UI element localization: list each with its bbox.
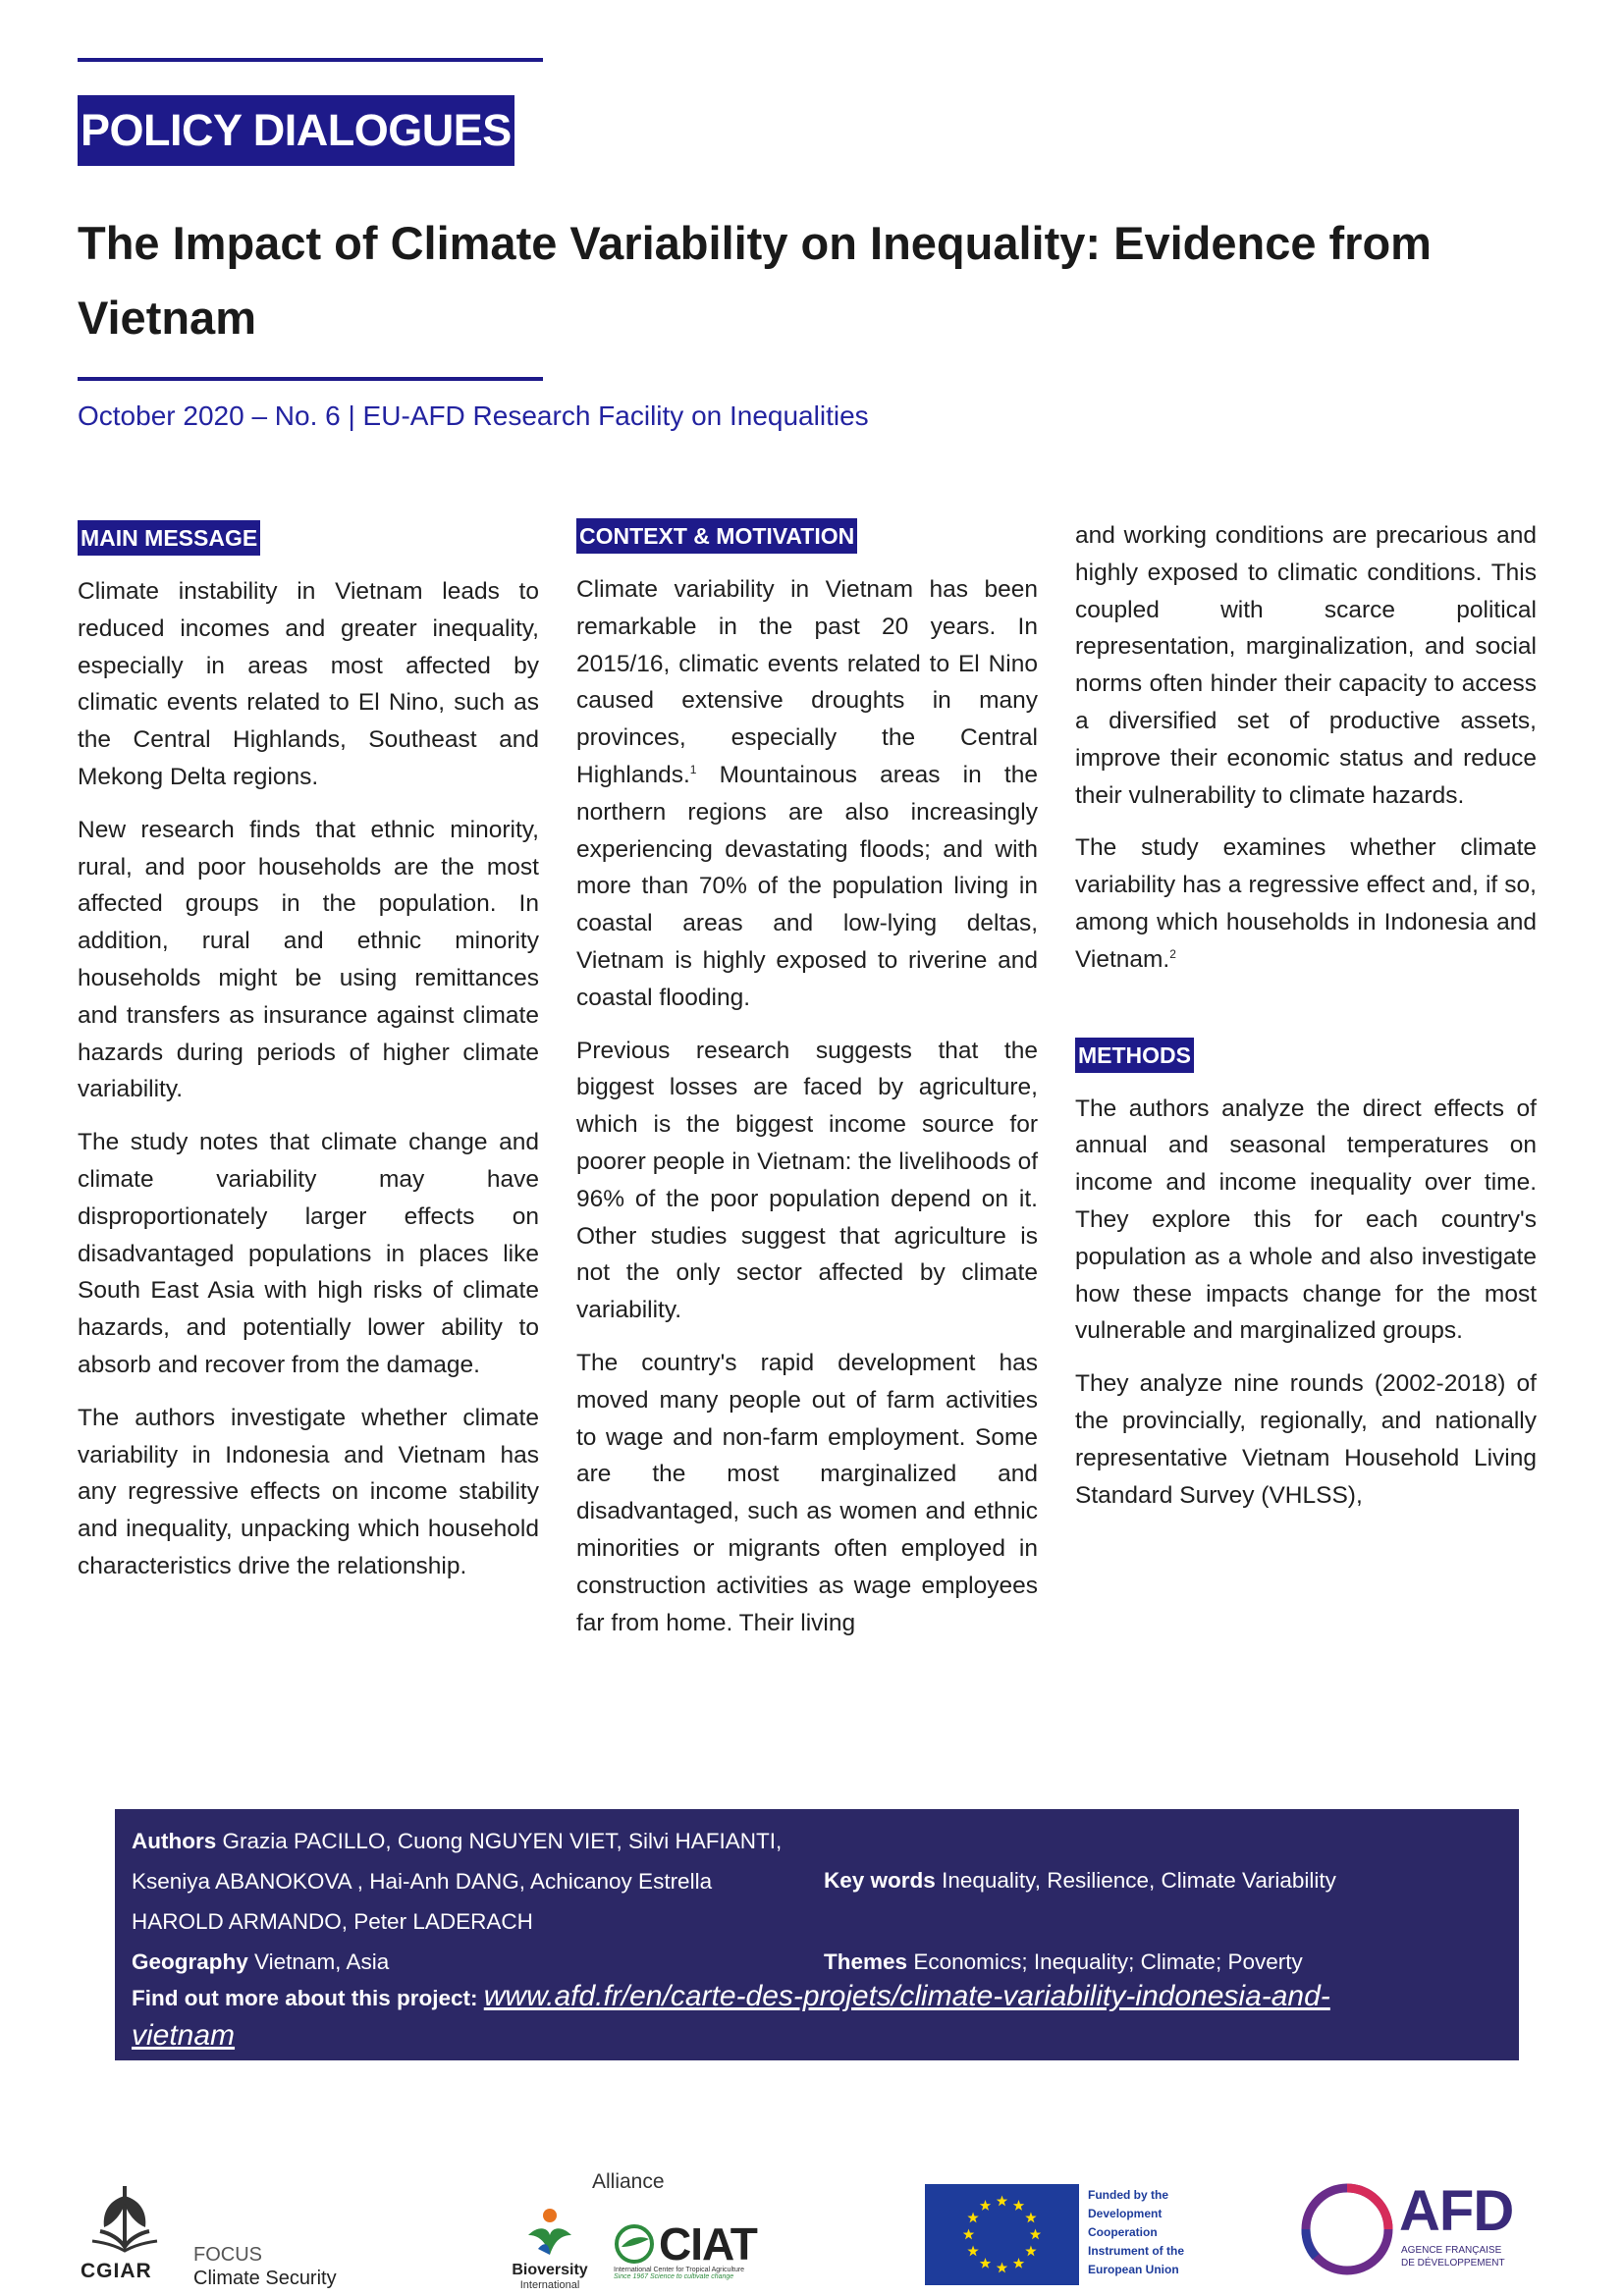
authors-line: Authors Grazia PACILLO, Cuong NGUYEN VIET, Silvi HAFIANTI, bbox=[132, 1829, 783, 1853]
afd-text: AFD bbox=[1399, 2179, 1514, 2243]
methods-label: METHODS bbox=[1075, 1038, 1194, 1073]
cgiar-logo bbox=[81, 2182, 169, 2290]
project-link-continued[interactable]: vietnam bbox=[132, 2019, 236, 2052]
bioversity-figure-icon bbox=[520, 2206, 579, 2257]
main-message-paragraph: The authors investigate whether climate variability in Indonesia and Vietnam has any regressive effects on income stability and inequality, unpacking which household characteristics drive the relationship. bbox=[78, 1404, 539, 1579]
focus-climate-security-logo bbox=[193, 2243, 337, 2290]
afd-ring-icon bbox=[1298, 2180, 1396, 2278]
title-rule bbox=[78, 377, 543, 381]
footnote-1: 1 bbox=[689, 762, 697, 776]
study-paragraph: The study examines whether climate variability has a regressive effect and, if so, among which households in Indonesia and Vietnam.$^2$ bbox=[1075, 834, 1537, 973]
themes-line: Themes Economics; Inequality; Climate; Poverty bbox=[824, 1949, 1303, 1974]
cgiar-text: CGIAR bbox=[81, 2260, 152, 2282]
eu-star-icon bbox=[967, 2213, 978, 2223]
authors-line: HAROLD ARMANDO, Peter LADERACH bbox=[132, 1909, 533, 1934]
afd-subtitle-2: DE DÉVELOPPEMENT bbox=[1401, 2258, 1505, 2269]
project-info-box bbox=[115, 1809, 1519, 2060]
ciat-tagline: Since 1967 Science to cultivate change bbox=[614, 2273, 734, 2280]
context-paragraph: The country's rapid development has moved many people out of farm activities to wage and non-farm employment. Some are the most marginalized and disadvantaged, such as women and ethnic minorities or migrants often employed in construction activities as wage employees far from home. Their living bbox=[576, 1349, 1038, 1636]
find-out-more-line: Find out more about this project: www.afd.fr/en/carte-des-projets/climate-variability-indonesia-and- bbox=[132, 1980, 1330, 2012]
focus-text: FOCUS bbox=[193, 2244, 262, 2266]
ciat-subtitle: International Center for Tropical Agriculture bbox=[614, 2267, 745, 2273]
eu-star-icon bbox=[963, 2229, 974, 2240]
eu-star-icon bbox=[1025, 2246, 1036, 2257]
geography-line: Geography Vietnam, Asia bbox=[132, 1949, 390, 1974]
project-link[interactable]: www.afd.fr/en/carte-des-projets/climate-variability-indonesia-and- bbox=[483, 1980, 1330, 2012]
context-continued-paragraph: and working conditions are precarious and highly exposed to climatic conditions. This coupled with scarce political representation, marginalization, and social norms often hinder their capacity to access a diversified set of productive assets, improve their economic status and reduce their vulnerability to climate hazards. bbox=[1075, 522, 1537, 809]
keywords-line: Key words Inequality, Resilience, Climate Variability bbox=[824, 1868, 1336, 1893]
eu-star-icon bbox=[980, 2200, 991, 2211]
context-paragraph: Climate variability in Vietnam has been remarkable in the past 20 years. In 2015/16, climatic events related to El Nino caused extensive droughts in many provinces, especially the Central Highlands.$^1$ Mountainous areas in the northern regions are also increasingly experiencing devastating floods; and with more than 70% of the population living in coastal areas and low-lying deltas, Vietnam is highly exposed to riverine and coastal flooding. bbox=[576, 576, 1038, 1011]
authors-line: Kseniya ABANOKOVA , Hai-Anh DANG, Achicanoy Estrella bbox=[132, 1869, 713, 1894]
ciat-text: CIAT bbox=[659, 2218, 757, 2269]
eu-star-icon bbox=[1013, 2258, 1024, 2269]
afd-logo bbox=[1298, 2174, 1524, 2292]
eu-star-icon bbox=[1013, 2200, 1024, 2211]
main-message-paragraph: The study notes that climate change and climate variability may have disproportionately larger effects on disadvantaged populations in places like South East Asia with high risks of climate hazards, and potentially lower ability to absorb and recover from the damage. bbox=[78, 1129, 539, 1378]
ciat-leaf-icon bbox=[614, 2223, 655, 2265]
eu-star-icon bbox=[980, 2258, 991, 2269]
eu-flag bbox=[925, 2184, 1079, 2285]
eu-star-icon bbox=[997, 2196, 1007, 2207]
dateline: October 2020 – No. 6 | EU-AFD Research Facility on Inequalities bbox=[78, 400, 869, 431]
right-column bbox=[1075, 517, 1537, 1529]
context-paragraph: Previous research suggests that the biggest losses are faced by agriculture, which is the biggest income source for poorer people in Vietnam: the livelihoods of 96% of the poor population depend on it. Other studies suggest that agriculture is not the only sector affected by climate variability. bbox=[576, 1037, 1038, 1324]
eu-funding-text: Funded by the Development Cooperation Instrument of the European Union bbox=[1088, 2188, 1184, 2276]
international-text: International bbox=[519, 2279, 580, 2291]
find-out-more-line-2 bbox=[132, 2019, 235, 2053]
afd-subtitle-1: AGENCE FRANÇAISE bbox=[1401, 2245, 1502, 2256]
cgiar-emblem-icon bbox=[81, 2182, 169, 2253]
ciat-logo bbox=[614, 2218, 771, 2280]
footnote-2: 2 bbox=[1169, 946, 1176, 961]
series-tag: POLICY DIALOGUES bbox=[78, 95, 514, 166]
eu-star-icon bbox=[997, 2263, 1007, 2273]
bioversity-text: Bioversity bbox=[512, 2262, 588, 2278]
context-label: CONTEXT & MOTIVATION bbox=[576, 518, 857, 554]
main-message-paragraph: New research finds that ethnic minority, rural, and poor households are the most affected groups in the population. In addition, rural and ethnic minority households might be using remittances and transfers as insurance against climate hazards during periods of higher climate variability. bbox=[78, 816, 539, 1103]
alliance-text: Alliance bbox=[592, 2170, 665, 2193]
context-column bbox=[576, 518, 1038, 1657]
partner-logos bbox=[0, 2145, 1623, 2292]
climate-security-text: Climate Security bbox=[193, 2268, 337, 2289]
eu-star-icon bbox=[967, 2246, 978, 2257]
top-rule bbox=[78, 58, 543, 62]
page-title: The Impact of Climate Variability on Inequality: Evidence from Vietnam bbox=[78, 217, 1432, 344]
main-message-paragraph: Climate instability in Vietnam leads to reduced incomes and greater inequality, especially in areas most affected by climatic events related to El Nino, such as the Central Highlands, Southeast and Mekong Delta regions. bbox=[78, 578, 539, 790]
eu-stars-icon bbox=[925, 2184, 1079, 2285]
methods-paragraph: The authors analyze the direct effects of annual and seasonal temperatures on income and income inequality over time. They explore this for each country's population as a whole and also investigate how these impacts change for the most vulnerable and marginalized groups. bbox=[1075, 1095, 1537, 1345]
main-message-column bbox=[78, 520, 539, 1601]
main-message-label: MAIN MESSAGE bbox=[78, 520, 260, 556]
bioversity-logo bbox=[506, 2206, 594, 2292]
eu-star-icon bbox=[1025, 2213, 1036, 2223]
eu-star-icon bbox=[1030, 2229, 1041, 2240]
methods-paragraph: They analyze nine rounds (2002-2018) of the provincially, regionally, and nationally representative Vietnam Household Living Standard Survey (VHLSS), bbox=[1075, 1370, 1537, 1509]
